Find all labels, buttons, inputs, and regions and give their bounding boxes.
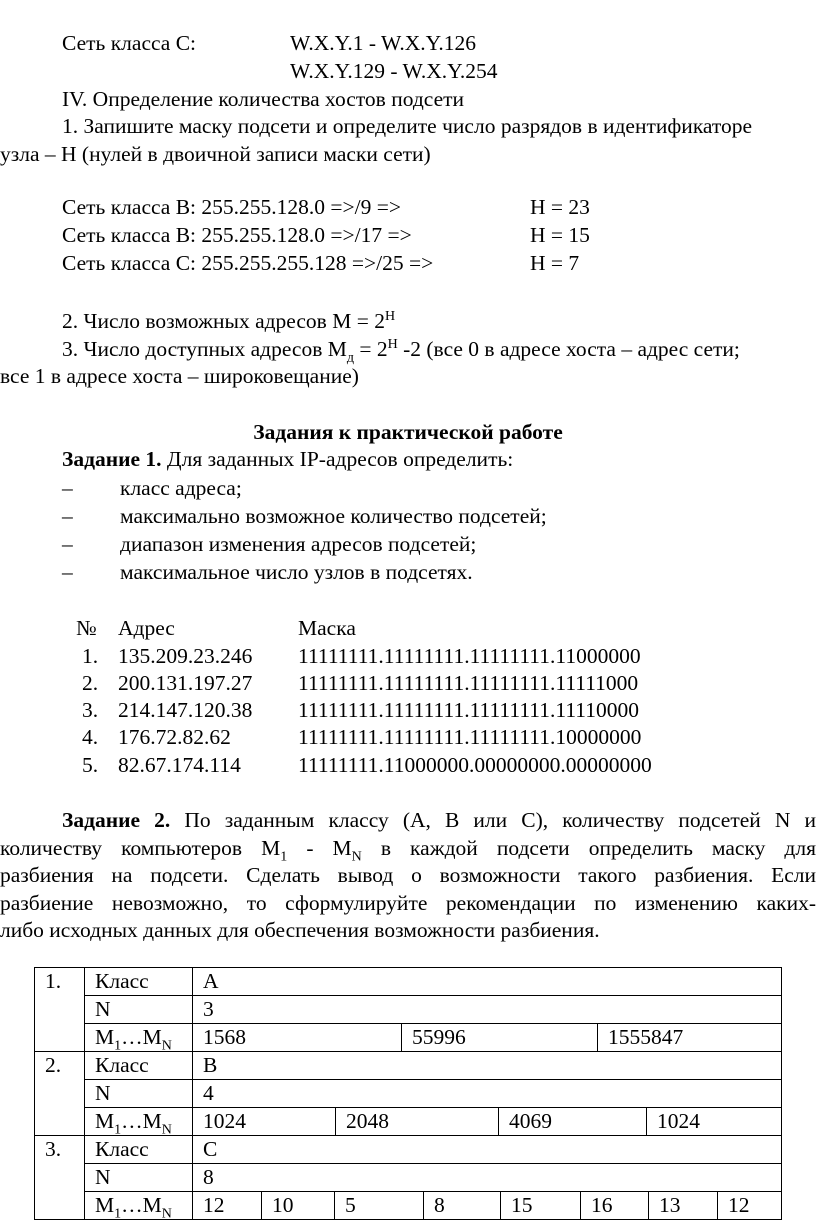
m-values [193,1192,782,1220]
example-right: Н = 7 [530,251,580,275]
n-label: N [85,1080,193,1108]
class-value: А [193,968,782,996]
n-label: N [85,1164,193,1192]
step2-text: 2. Число возможных адресов М = 2 [62,309,385,333]
table-row-num: 4. [82,725,99,749]
table-row-mask: 11111111.11111111.11111111.11110000 [298,698,639,722]
table-row-mask: 11111111.11000000.00000000.00000000 [298,753,652,777]
m-value: 10 [261,1192,334,1219]
tasks-heading: Задания к практической работе [253,420,563,444]
m-value: 1024 [203,1109,246,1133]
table-row-address: 135.209.23.246 [118,644,253,668]
n-value: 3 [193,996,782,1024]
step1-line-a: 1. Запишите маску подсети и определите число разрядов в идентификаторе [62,114,753,138]
task2-line-4: разбиение невозможно, то сформулируйте рекомендации по изменению каких- [0,891,816,915]
task2-line-1: Задание 2. По заданным классу (А, В или С), количеству подсетей N и [62,808,816,832]
section-iv-heading: IV. Определение количества хостов подсети [62,87,465,111]
example-right: Н = 15 [530,223,590,247]
group-number: 1. [35,968,85,1052]
m-value: 8 [423,1192,500,1219]
ip-table-header-address: Адрес [118,616,175,640]
step2-sup: Н [384,308,396,324]
group-number: 3. [35,1136,85,1220]
table-row-address: 214.147.120.38 [118,698,253,722]
ip-table-header-num: № [76,616,97,640]
step2-line [62,308,395,334]
m-value: 4069 [498,1108,646,1135]
m-value: 55996 [401,1024,597,1051]
table-row-num: 2. [82,671,99,695]
class-c-label: Сеть класса С: [62,31,197,55]
task2-label: Задание 2. [62,808,171,832]
step3-line-a: 3. Число доступных адресов $М_д = 2^Н$ -2 (все 0 в адресе хоста – адрес сети; [62,336,740,366]
m-label: $М_1\dots М_N$ [85,1024,193,1052]
example-left: Сеть класса В: 255.255.128.0 =>/17 => [62,223,412,247]
m-value: 2048 [335,1108,498,1135]
table-row-address: 176.72.82.62 [118,725,231,749]
m-value: 5 [334,1192,423,1219]
task1-item: класс адреса; [120,476,242,500]
table-row-address: 82.67.174.114 [118,753,241,777]
m-value: 13 [648,1192,717,1219]
dash-icon: – [62,504,73,528]
m-value: 16 [580,1192,648,1219]
m-label: $М_1\dots М_N$ [85,1192,193,1220]
m-value: 1568 [203,1025,246,1049]
table-row-mask: 11111111.11111111.11111111.10000000 [298,725,642,749]
subnet-table [34,967,782,1220]
task1-item: максимально возможное количество подсетей; [120,504,547,528]
step1-line-b: узла – Н (нулей в двоичной записи маски сети) [0,142,431,166]
table-row-mask: 11111111.11111111.11111111.11000000 [298,644,641,668]
m-label: $М_1\dots М_N$ [85,1108,193,1136]
class-label: Класс [85,1136,193,1164]
ip-table-header-mask: Маска [298,616,356,640]
example-left: Сеть класса В: 255.255.128.0 =>/9 => [62,195,401,219]
table-row-num: 3. [82,698,99,722]
task1-intro: Задание 1. Для заданных IP-адресов определить: [62,447,514,471]
table-row-num: 1. [82,644,99,668]
n-value: 8 [193,1164,782,1192]
m-value: 12 [203,1193,225,1217]
task1-item: диапазон изменения адресов подсетей; [120,532,477,556]
m-value: 12 [717,1192,781,1219]
m-value: 1024 [646,1108,781,1135]
range-2: W.X.Y.129 - W.X.Y.254 [290,59,498,83]
m-values [193,1108,782,1136]
task2-line-3: разбиения на подсети. Сделать вывод о возможности такого разбиения. Если [0,863,816,887]
table-row-num: 5. [82,753,99,777]
task2-line-5: либо исходных данных для обеспечения возможности разбиения. [0,918,600,942]
example-right: Н = 23 [530,195,590,219]
n-label: N [85,996,193,1024]
task1-label: Задание 1. [62,447,162,471]
class-label: Класс [85,968,193,996]
task2-line-2: количеству компьютеров $М_1 - М_N$ в каждой подсети определить маску для [0,836,816,865]
class-value: В [193,1052,782,1080]
m-value: 1555847 [597,1024,781,1051]
table-row-mask: 11111111.11111111.11111111.11111000 [298,671,639,695]
dash-icon: – [62,560,73,584]
group-number: 2. [35,1052,85,1136]
dash-icon: – [62,532,73,556]
step3-line-b: все 1 в адресе хоста – широковещание) [0,364,359,388]
n-value: 4 [193,1080,782,1108]
task1-item: максимальное число узлов в подсетях. [120,560,473,584]
example-left: Сеть класса С: 255.255.255.128 =>/25 => [62,251,434,275]
class-label: Класс [85,1052,193,1080]
m-value: 15 [500,1192,580,1219]
range-1: W.X.Y.1 - W.X.Y.126 [290,31,476,55]
class-value: С [193,1136,782,1164]
dash-icon: – [62,476,73,500]
table-row-address: 200.131.197.27 [118,671,253,695]
m-values [193,1024,782,1052]
